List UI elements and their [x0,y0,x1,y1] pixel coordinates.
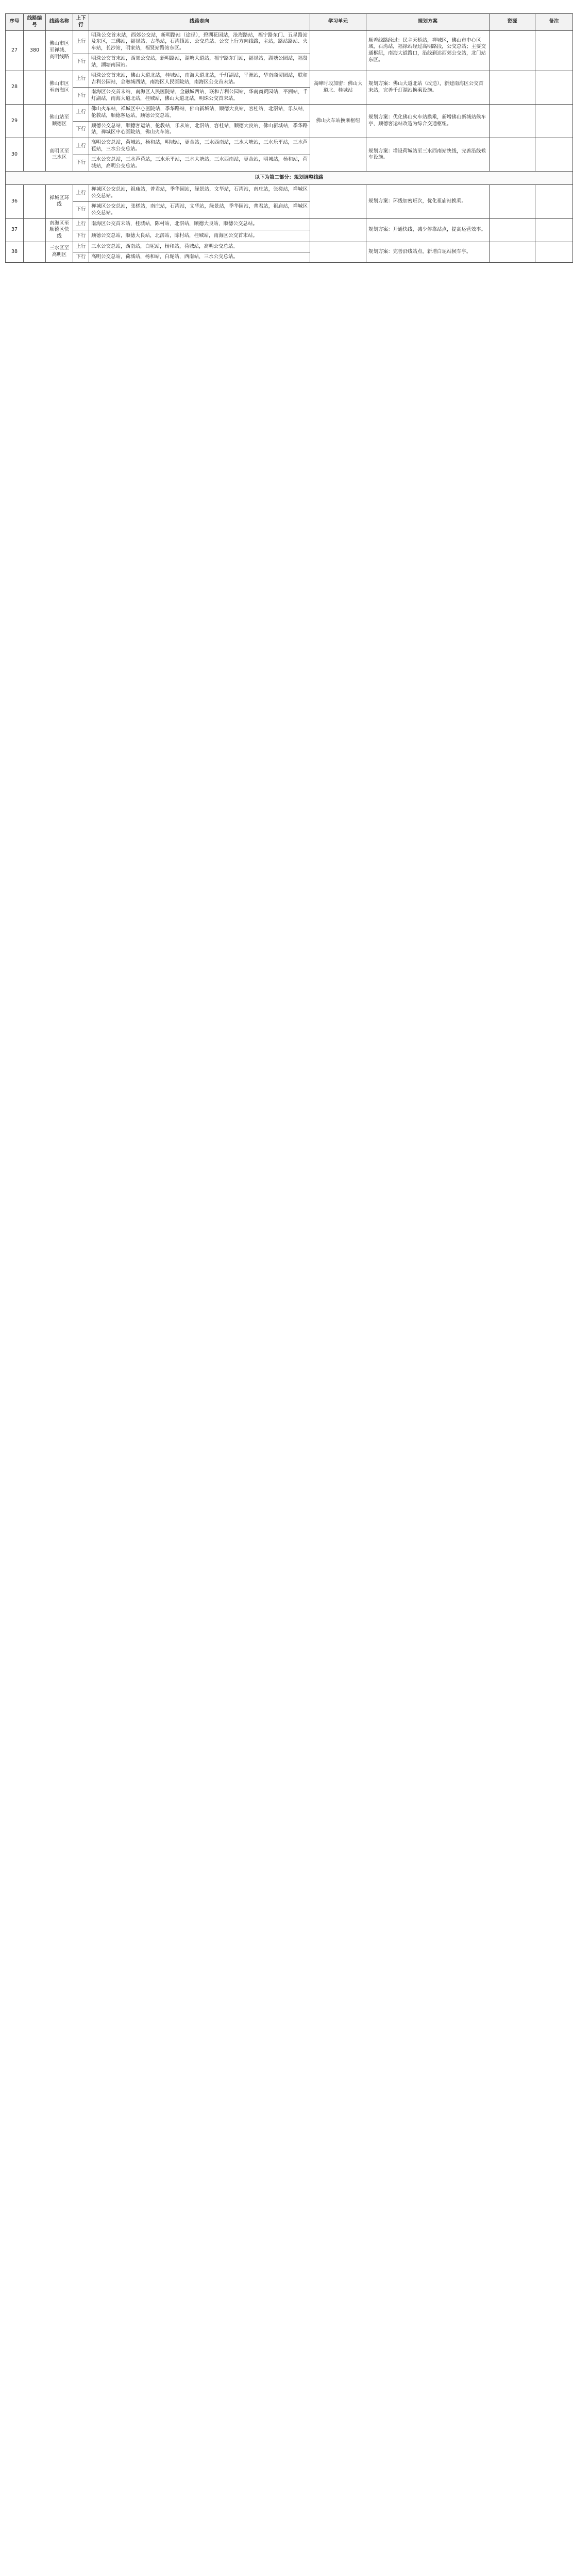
direction-down: 下行 [73,121,89,138]
route-code [24,185,46,218]
route-number: 29 [6,104,24,138]
route-content-up: 禅城区公交总站，祖庙站，普君站，季华园站，绿景站，文华站，石湾站，南庄站，张槎站，禅城区公交总站。 [89,185,310,202]
learning-unit: 佛山火车站换乘枢纽 [310,104,366,138]
route-number: 27 [6,30,24,71]
header-name: 线路名称 [46,14,73,31]
direction-up: 上行 [73,71,89,88]
route-code [24,71,46,104]
route-content-down: 禅城区公交总站，张槎站，南庄站，石湾站，文华站，绿景站，季华园站，普君站，祖庙站，禅城区公交总站。 [89,201,310,218]
direction-down: 下行 [73,88,89,105]
route-content-up: 三水公交总站，西南站，白坭站，杨和站，荷城站，高明公交总站。 [89,242,310,252]
note-cell [535,218,573,242]
plan-text: 规划方案：开通快线，减少停靠站点，提高运营效率。 [366,218,490,242]
route-code [24,138,46,172]
note-cell [535,185,573,218]
route-code: 380 [24,30,46,71]
header-resource: 资源 [490,14,535,31]
note-cell [535,104,573,138]
route-number: 30 [6,138,24,172]
direction-up: 上行 [73,138,89,155]
resource-cell [490,71,535,104]
plan-text: 规划方案：环线加密班次，优化祖庙站换乘。 [366,185,490,218]
plan-text: 规划方案：完善沿线站点，新增白坭站候车亭。 [366,242,490,262]
resource-cell [490,218,535,242]
route-content-down: 三水公交总站，三水芦苞站，三水乐平站，三水大塘站，三水西南站，更合站，明城站，杨和站，荷城站，高明公交总站。 [89,155,310,172]
header-row [6,14,573,31]
route-name: 佛山市区至南海区 [46,71,73,104]
plan-text: 规划方案：优化佛山火车站换乘，新增佛山新城站候车亭，顺德客运站改造为综合交通枢纽。 [366,104,490,138]
route-content-up: 佛山火车站，禅城区中心医院站，季华路站，佛山新城站，顺德大良站，容桂站，北滘站，乐从站，伦教站，顺德客运站，顺德公交总站。 [89,104,310,121]
route-content-down: 南海区公交首末站，南海区人民医院站，金融城西站，联和吉利公园站，华南商贸园站，平洲站，千灯湖站，南海大道北站，桂城站，佛山大道北站，明珠公交首末站。 [89,88,310,105]
table-row [6,185,573,202]
header-plan: 规划方案 [366,14,490,31]
resource-cell [490,185,535,218]
route-code [24,218,46,242]
plan-text: 顺着线路经过：民主天桥站，禅城区，佛山市中心区域，石湾站，福禄站经过高明路段，公交总站；主要交通枢纽，南海大道路口，沿线到达西郊公交站，北门站东区。 [366,30,490,71]
route-table-body [6,30,573,262]
direction-up: 上行 [73,104,89,121]
route-code [24,104,46,138]
route-name: 佛山站至顺德区 [46,104,73,138]
route-content-up: 明珠公交首末站，西郊公交站，新明路站（途径），碧湖花园站，沧海路站，福宁路东门、五星路站及东区，三佛站，福禄站、古墨站，石湾镇站、公交总站、公交上行方向线路，主站，路站路站、火车站，长沙站，明家站，福贤站路站东区。 [89,30,310,54]
learning-unit [310,185,366,218]
note-cell [535,242,573,262]
header-direction: 上下行 [73,14,89,31]
table-row [6,104,573,121]
resource-cell [490,242,535,262]
route-name: 禅城区环线 [46,185,73,218]
route-name: 南海区至顺德区快线 [46,218,73,242]
learning-unit: 高峰时段加密：佛山大道北、桂城站 [310,71,366,104]
route-code [24,242,46,262]
section-break-label: 以下为第二部分：规划调整线路 [6,172,573,185]
route-content-up: 明珠公交首末站，佛山大道北站，桂城站，南海大道北站，千灯湖站，平洲站，华南商贸园站，联和吉利公园站，金融城西站，南海区人民医院站，南海区公交首末站。 [89,71,310,88]
resource-cell [490,104,535,138]
table-row [6,218,573,230]
learning-unit [310,242,366,262]
route-schedule-table [5,13,573,263]
note-cell [535,138,573,172]
route-number: 28 [6,71,24,104]
direction-up: 上行 [73,30,89,54]
route-name: 高明区至三水区 [46,138,73,172]
note-cell [535,30,573,71]
resource-cell [490,138,535,172]
route-content-up: 南海区公交首末站，桂城站，陈村站，北滘站，顺德大良站，顺德公交总站。 [89,218,310,230]
table-row [6,242,573,252]
route-name: 佛山市区至禅城、高明线路 [46,30,73,71]
direction-down: 下行 [73,155,89,172]
direction-down: 下行 [73,201,89,218]
route-content-up: 高明公交总站，荷城站，杨和站，明城站，更合站，三水西南站，三水大塘站，三水乐平站，三水芦苞站，三水公交总站。 [89,138,310,155]
header-no: 序号 [6,14,24,31]
header-learn: 学习单元 [310,14,366,31]
section-break-row [6,172,573,185]
route-name: 三水区至高明区 [46,242,73,262]
route-number: 38 [6,242,24,262]
learning-unit [310,138,366,172]
plan-text: 规划方案：增设荷城站至三水西南站快线，完善沿线候车设施。 [366,138,490,172]
route-content-down: 顺德公交总站，顺德大良站，北滘站，陈村站，桂城站，南海区公交首末站。 [89,230,310,242]
header-content: 线路走向 [89,14,310,31]
direction-down: 下行 [73,230,89,242]
resource-cell [490,30,535,71]
header-code: 线路编号 [24,14,46,31]
route-content-down: 明珠公交首末站，西郊公交站，新明路站，湖塘大道站，福宁路东门站，福禄站，湖塘公园站，福贤站，湖塘南园站。 [89,54,310,71]
learning-unit [310,218,366,242]
note-cell [535,71,573,104]
table-row [6,30,573,54]
direction-up: 上行 [73,185,89,202]
header-note: 备注 [535,14,573,31]
direction-down: 下行 [73,252,89,262]
route-content-down: 高明公交总站，荷城站，杨和站，白坭站，西南站，三水公交总站。 [89,252,310,262]
route-content-down: 顺德公交总站，顺德客运站，伦教站，乐从站，北滘站，容桂站，顺德大良站，佛山新城站，季华路站，禅城区中心医院站，佛山火车站。 [89,121,310,138]
learning-unit [310,30,366,71]
route-number: 36 [6,185,24,218]
direction-down: 下行 [73,54,89,71]
table-row [6,71,573,88]
table-row [6,138,573,155]
plan-text: 规划方案：佛山大道北站（改造），新建南海区公交首末站，完善千灯湖站换乘设施。 [366,71,490,104]
direction-up: 上行 [73,242,89,252]
route-number: 37 [6,218,24,242]
direction-up: 上行 [73,218,89,230]
